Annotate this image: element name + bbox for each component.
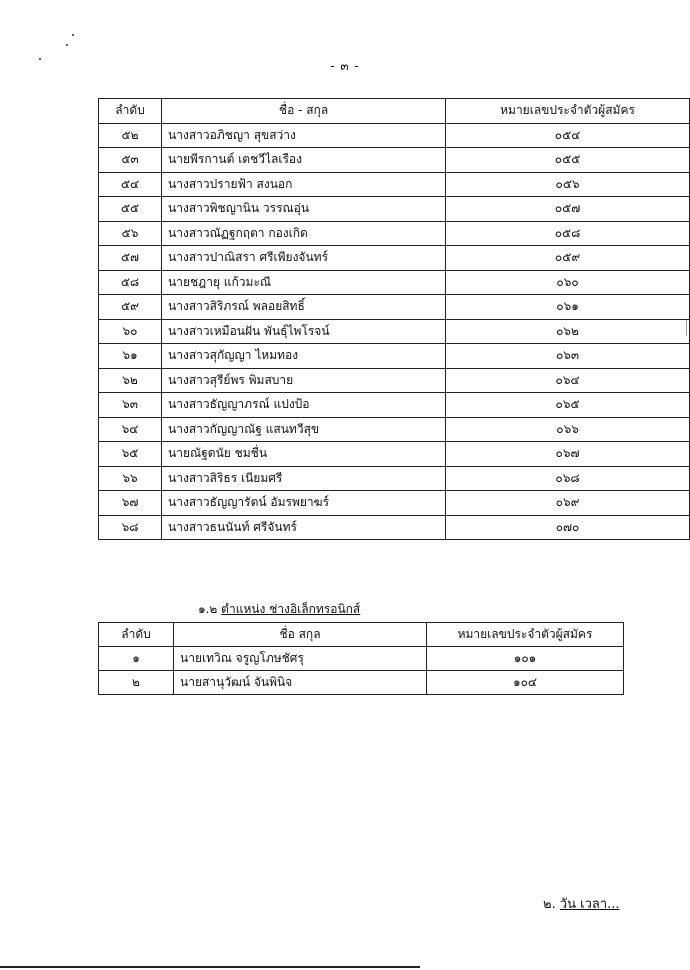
table-row	[99, 442, 690, 467]
table-row	[99, 197, 690, 222]
row-name: นางสาวพิชญานิน วรรณอุ่น	[162, 197, 446, 222]
table-row	[99, 368, 690, 393]
row-applicant-id: ๑๐๔	[427, 671, 624, 695]
table-row	[99, 344, 690, 369]
table-row	[99, 671, 624, 695]
electronics-applicant-table	[98, 622, 624, 695]
row-order: ๖๓	[99, 393, 162, 418]
table-row	[99, 647, 624, 671]
scan-speck	[72, 34, 74, 36]
row-name: นางสาวสุกัญญา ไหมทอง	[162, 344, 446, 369]
section-heading	[198, 600, 360, 619]
row-name: นางสาวสุรีย์พร พิมสบาย	[162, 368, 446, 393]
header-applicant-id: หมายเลขประจำตัวผู้สมัคร	[427, 623, 624, 647]
row-name: นางสาวกัญญาณัฐ แสนทวีสุข	[162, 417, 446, 442]
row-name: นางสาวเหมือนฝัน พันธุ์ไพโรจน์	[162, 319, 446, 344]
row-order: ๑	[99, 647, 174, 671]
row-order: ๕๖	[99, 221, 162, 246]
row-applicant-id: ๐๖๒	[446, 319, 690, 344]
row-order: ๕๙	[99, 295, 162, 320]
row-order: ๖๕	[99, 442, 162, 467]
row-name: นางสาวณัฏฐกฤตา กองเกิด	[162, 221, 446, 246]
row-name: นายณัฐดนัย ชมชื่น	[162, 442, 446, 467]
section-number: ๑.๒	[198, 602, 218, 616]
table-row	[99, 148, 690, 173]
header-applicant-id: หมายเลขประจำตัวผู้สมัคร	[446, 99, 690, 124]
row-order: ๖๔	[99, 417, 162, 442]
table-row	[99, 246, 690, 271]
applicant-table	[98, 98, 690, 540]
header-name: ชื่อ สกุล	[174, 623, 427, 647]
row-applicant-id: ๐๖๕	[446, 393, 690, 418]
continuation-text: วัน เวลา...	[559, 897, 620, 912]
row-name: นางสาวปาณิสรา ศรีเพียงจันทร์	[162, 246, 446, 271]
row-applicant-id: ๐๖๓	[446, 344, 690, 369]
row-order: ๖๒	[99, 368, 162, 393]
row-name: นายพีรกานต์ เตชวีไลเรือง	[162, 148, 446, 173]
row-applicant-id: ๐๗๐	[446, 515, 690, 540]
row-applicant-id: ๐๕๘	[446, 221, 690, 246]
row-applicant-id: ๐๖๘	[446, 466, 690, 491]
row-name: นางสาวธัญญารัตน์ อัมรพยาฆร์	[162, 491, 446, 516]
table-row	[99, 123, 690, 148]
row-applicant-id: ๐๕๗	[446, 197, 690, 222]
table-row	[99, 319, 690, 344]
row-order: ๖๐	[99, 319, 162, 344]
row-applicant-id: ๐๕๔	[446, 123, 690, 148]
table-row	[99, 270, 690, 295]
row-applicant-id: ๐๖๖	[446, 417, 690, 442]
row-applicant-id: ๐๖๐	[446, 270, 690, 295]
row-name: นายสานุวัฒน์ จันพินิจ	[174, 671, 427, 695]
section-title: ตำแหน่ง ช่างอิเล็กทรอนิกส์	[221, 602, 361, 616]
header-name: ชื่อ - สกุล	[162, 99, 446, 124]
page-number: - ๓ -	[330, 59, 360, 73]
continuation-number: ๒.	[543, 897, 556, 912]
table-row	[99, 172, 690, 197]
row-name: นางสาวสิริธร เนียมศรี	[162, 466, 446, 491]
header-order: ลำดับ	[99, 99, 162, 124]
table-row	[99, 417, 690, 442]
row-name: นางสาวอภิชญา สุขสว่าง	[162, 123, 446, 148]
row-applicant-id: ๐๖๔	[446, 368, 690, 393]
row-name: นางสาวธัญญาภรณ์ แปงป้อ	[162, 393, 446, 418]
row-applicant-id: ๐๕๕	[446, 148, 690, 173]
row-order: ๕๒	[99, 123, 162, 148]
row-order: ๕๔	[99, 172, 162, 197]
row-order: ๒	[99, 671, 174, 695]
table-row	[99, 491, 690, 516]
row-order: ๖๘	[99, 515, 162, 540]
row-order: ๕๘	[99, 270, 162, 295]
table-row	[99, 221, 690, 246]
table-row	[99, 393, 690, 418]
row-applicant-id: ๑๐๑	[427, 647, 624, 671]
row-applicant-id: ๐๖๙	[446, 491, 690, 516]
row-order: ๖๗	[99, 491, 162, 516]
table-row	[99, 515, 690, 540]
row-order: ๕๗	[99, 246, 162, 271]
row-order: ๖๑	[99, 344, 162, 369]
row-applicant-id: ๐๖๑	[446, 295, 690, 320]
row-applicant-id: ๐๕๖	[446, 172, 690, 197]
row-order: ๕๓	[99, 148, 162, 173]
table-header-row	[99, 99, 690, 124]
scan-speck	[66, 44, 68, 46]
row-order: ๕๕	[99, 197, 162, 222]
row-name: นายเทวิณ จรูญโภษชัศรุ	[174, 647, 427, 671]
table-row	[99, 295, 690, 320]
row-name: นายชฎายุ แก้วมะณี	[162, 270, 446, 295]
row-name: นางสาวสิริภรณ์ พลอยสิทธิ์	[162, 295, 446, 320]
row-applicant-id: ๐๕๙	[446, 246, 690, 271]
next-page-continuation	[543, 893, 620, 914]
table-header-row	[99, 623, 624, 647]
bottom-rule	[0, 966, 420, 968]
row-applicant-id: ๐๖๗	[446, 442, 690, 467]
table-row	[99, 466, 690, 491]
row-name: นางสาวปรายฟ้า สงนอก	[162, 172, 446, 197]
row-order: ๖๖	[99, 466, 162, 491]
header-order: ลำดับ	[99, 623, 174, 647]
row-name: นางสาวธนนันท์ ศรีจันทร์	[162, 515, 446, 540]
